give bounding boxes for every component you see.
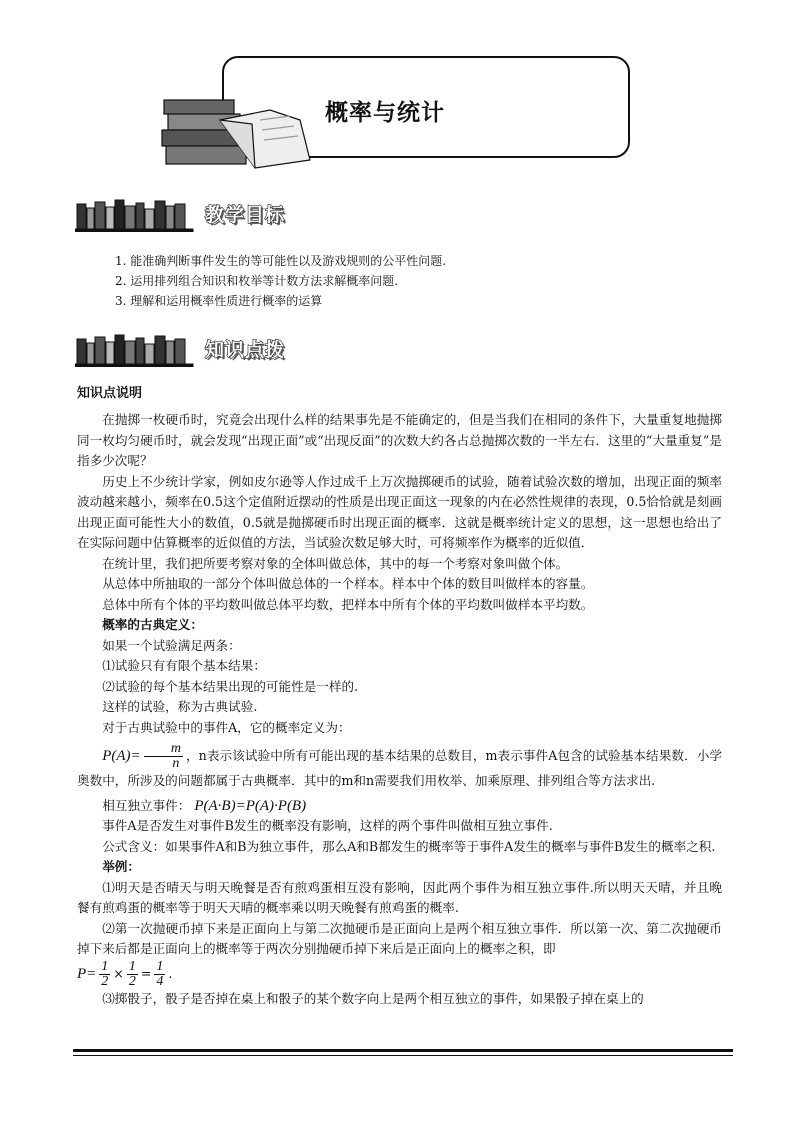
paragraph: 对于古典试验中的事件A，它的概率定义为： xyxy=(102,719,351,735)
section-banner-knowledge xyxy=(75,333,335,367)
knowledge-subheading: 知识点说明 xyxy=(77,386,143,401)
period: . xyxy=(168,965,173,981)
fraction-m-over-n xyxy=(144,742,183,771)
paragraph: ⑴试验只有有限个基本结果： xyxy=(102,658,266,673)
example-title: 举例： xyxy=(102,859,140,874)
example-item: ⑵第一次抛硬币掉下来是正面向上与第二次抛硬币是正面向上是两个相互独立事件．所以第一次、第二次抛硬币掉下来后都是正面向上的概率等于两次分别抛硬币掉下来后是正面向上的概率之积，即 xyxy=(77,920,722,956)
classic-definition-title: 概率的古典定义： xyxy=(102,617,203,632)
formula-explanation: ，n表示该试验中所有可能出现的基本结果的总数目，m表示事件A包含的试验基本结果数．小学奥数中，所涉及的问题都属于古典概率．其中的m和n需要我们用枚举、加乘原理、排列组合等方法求出. xyxy=(77,748,722,788)
example-formula xyxy=(77,960,722,989)
fraction-quarter xyxy=(154,960,165,989)
fraction-numerator: m xyxy=(144,742,183,757)
example-item: ⑴明天是否晴天与明天晚餐是否有煎鸡蛋相互没有影响，因此两个事件为相互独立事件.所以明天天晴，并且晚餐有煎鸡蛋的概率等于明天天晴的概率乘以明天晚餐有煎鸡蛋的概率. xyxy=(77,879,722,915)
footer-rule-thick xyxy=(73,1049,733,1052)
goal-item: 2. 运用排列组合知识和枚举等计数方法求解概率问题. xyxy=(115,274,399,288)
probability-formula-paragraph xyxy=(77,742,722,792)
independent-events-line xyxy=(77,796,722,817)
section-title-knowledge: 知识点拨 xyxy=(205,339,286,361)
paragraph: 在抛掷一枚硬币时，究竟会出现什么样的结果事先是不能确定的，但是当我们在相同的条件下，大量重复地抛掷同一枚均匀硬币时，就会发现“出现正面”或“出现反面”的次数大约各占总抛掷次数的一半左右．这里的“大量重复”是指多少次呢？ xyxy=(77,412,722,468)
paragraph: 总体中所有个体的平均数叫做总体平均数，把样本中所有个体的平均数叫做样本平均数。 xyxy=(102,596,594,612)
paragraph: 公式含义：如果事件A和B为独立事件，那么A和B都发生的概率等于事件A发生的概率与事件B发生的概率之积. xyxy=(102,838,716,854)
fraction-numerator: 1 xyxy=(156,958,164,974)
bookshelf-icon xyxy=(75,333,195,367)
fraction-half xyxy=(127,960,138,989)
goals-list xyxy=(115,251,446,311)
knowledge-content xyxy=(77,410,722,1009)
section-banner-goals xyxy=(75,198,335,232)
fraction-numerator: 1 xyxy=(128,958,136,974)
fraction-numerator: 1 xyxy=(101,958,109,974)
bookshelf-icon xyxy=(75,198,195,232)
fraction-denominator: n xyxy=(172,756,180,771)
fraction-denominator: 2 xyxy=(128,973,136,989)
paragraph: 如果一个试验满足两条： xyxy=(102,637,241,653)
formula-p: P= xyxy=(77,965,97,982)
section-title-goals: 教学目标 xyxy=(205,204,286,226)
fraction-denominator: 2 xyxy=(101,973,109,989)
paragraph: 事件A是否发生对事件B发生的概率没有影响，这样的两个事件叫做相互独立事件. xyxy=(102,818,553,833)
paragraph: 从总体中所抽取的一部分个体叫做总体的一个样本。样本中个体的数目叫做样本的容量。 xyxy=(102,576,594,591)
fraction-half xyxy=(99,960,110,989)
example-item: ⑶掷骰子，骰子是否掉在桌上和骰子的某个数字向上是两个相互独立的事件，如果骰子掉在桌上的 xyxy=(102,990,644,1006)
goal-item: 3. 理解和运用概率性质进行概率的运算 xyxy=(115,294,323,308)
fraction-denominator: 4 xyxy=(156,973,164,989)
independent-formula: P(A·B)=P(A)·P(B) xyxy=(194,797,307,814)
page-title: 概率与统计 xyxy=(325,100,445,126)
paragraph: 历史上不少统计学家，例如皮尔逊等人作过成千上万次抛掷硬币的试验，随着试验次数的增加，出现正面的频率波动越来越小，频率在0.5这个定值附近摆动的性质是出现正面这一现象的内在必然性规律的表现，0.5恰恰就是刻画出现正面可能性大小的数值，0.5就是抛掷硬币时出现正面的概率．这就是概率统计定义的思想，这一思想也给出了在实际问题中估算概率的近似值的方法，当试验次数足够大时，可将频率作为概率的近似值． xyxy=(77,473,722,550)
goal-item: 1. 能准确判断事件发生的等可能性以及游戏规则的公平性问题. xyxy=(115,254,447,268)
books-illustration xyxy=(160,90,330,170)
paragraph: ⑵试验的每个基本结果出现的可能性是一样的. xyxy=(102,678,359,694)
footer-rule-thin xyxy=(73,1055,733,1056)
independent-label: 相互独立事件： xyxy=(102,797,191,813)
times-sign: × xyxy=(113,965,124,981)
equals-sign: = xyxy=(140,965,152,981)
paragraph: 这样的试验，称为古典试验. xyxy=(102,699,258,714)
probability-formula: P(A)= xyxy=(102,748,141,764)
paragraph: 在统计里，我们把所要考察对象的全体叫做总体，其中的每一个考察对象叫做个体。 xyxy=(102,555,569,571)
